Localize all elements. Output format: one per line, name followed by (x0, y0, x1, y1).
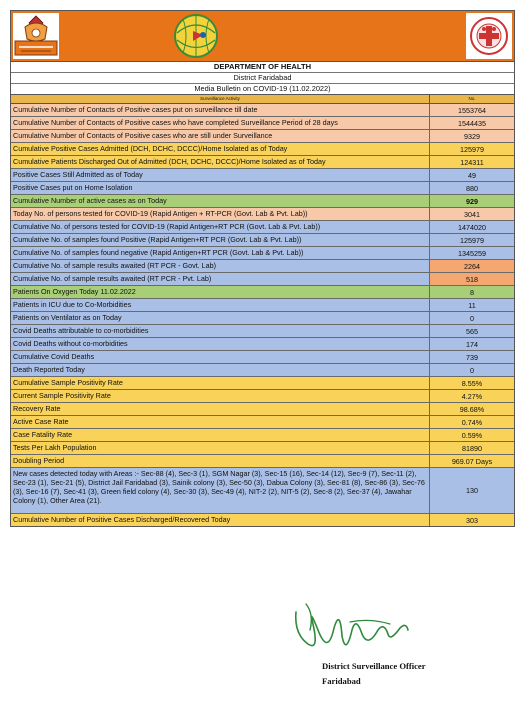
row-value: 0 (430, 364, 514, 376)
row-value: 8.55% (430, 377, 514, 389)
row-value: 1474020 (430, 221, 514, 233)
table-row (11, 130, 514, 143)
signatory-title: District Surveillance Officer (322, 661, 426, 671)
table-row (11, 260, 514, 273)
table-row (11, 143, 514, 156)
row-value: 1345259 (430, 247, 514, 259)
row-value: 2264 (430, 260, 514, 272)
row-label: Death Reported Today (11, 364, 430, 376)
row-value: 518 (430, 273, 514, 285)
row-label: Cumulative Patients Discharged Out of Admitted (DCH, DCHC, DCCC)/Home Isolated as of Today (11, 156, 430, 168)
row-value: 0 (430, 312, 514, 324)
row-value: 8 (430, 286, 514, 298)
table-row (11, 312, 514, 325)
table-row (11, 455, 514, 468)
row-value: 880 (430, 182, 514, 194)
health-dept-logo-icon (466, 13, 512, 59)
table-row (11, 273, 514, 286)
row-label: Tests Per Lakh Population (11, 442, 430, 454)
table-row (11, 117, 514, 130)
covid-logo-icon (169, 13, 223, 59)
table-row (11, 390, 514, 403)
table-row (11, 208, 514, 221)
signature-block (290, 600, 510, 700)
row-value: 0.59% (430, 429, 514, 441)
row-label: New cases detected today with Areas :- Sec-88 (4), Sec-3 (1), SGM Nagar (3), Sec-15 (16), Sec-14 (12), Sec-9 (7), Sec-11 (2), Sec-23 (1), Sec-21 (5), District Jail Faridabad (3), Sainik colony (3), Sec-50 (3), Dabua Colony (3), Sec-81 (8), Sec-86 (3), Sec-76 (3), Sec-16 (7), Sec-41 (3), Green field colony (4), Sec-30 (3), Sec-49 (4), NIT-2 (2), NIT-5 (2), Sec-8 (2), Sec-37 (4), Jawahar Colony (1), Other Area (21). (11, 468, 430, 513)
row-value: 9329 (430, 130, 514, 142)
row-value: 1544435 (430, 117, 514, 129)
table-row (11, 429, 514, 442)
row-value: 125979 (430, 234, 514, 246)
row-value: 174 (430, 338, 514, 350)
table-row (11, 286, 514, 299)
row-label: Cumulative Number of active cases as on Today (11, 195, 430, 207)
row-value: 929 (430, 195, 514, 207)
department-title: DEPARTMENT OF HEALTH (11, 62, 514, 73)
row-label: Cumulative Number of Contacts of Positive cases who are still under Surveillance (11, 130, 430, 142)
row-label: Patients On Oxygen Today 11.02.2022 (11, 286, 430, 298)
table-row (11, 403, 514, 416)
row-value: 303 (430, 514, 514, 526)
row-label: Cumulative Sample Positivity Rate (11, 377, 430, 389)
row-value: 4.27% (430, 390, 514, 402)
haryana-emblem-icon (13, 13, 59, 59)
table-row (11, 195, 514, 208)
table-row (11, 182, 514, 195)
surveillance-table (10, 104, 515, 527)
table-row (11, 442, 514, 455)
column-activity: Surveillance Activity (11, 95, 430, 103)
row-label: Cumulative Number of Positive Cases Discharged/Recovered Today (11, 514, 430, 526)
row-label: Positive Cases put on Home Isolation (11, 182, 430, 194)
table-row (11, 325, 514, 338)
table-row (11, 247, 514, 260)
row-value: 1553764 (430, 104, 514, 116)
handwritten-signature (290, 600, 510, 670)
bulletin-header (10, 62, 515, 95)
row-label: Today No. of persons tested for COVID-19 (Rapid Antigen + RT-PCR (Govt. Lab & Pvt. Lab)) (11, 208, 430, 220)
table-row (11, 364, 514, 377)
row-label: Covid Deaths attributable to co-morbidities (11, 325, 430, 337)
row-label: Cumulative Covid Deaths (11, 351, 430, 363)
table-row (11, 234, 514, 247)
table-row (11, 377, 514, 390)
row-value: 969.07 Days (430, 455, 514, 467)
row-label: Active Case Rate (11, 416, 430, 428)
table-row (11, 156, 514, 169)
row-label: Cumulative Number of Contacts of Positive cases put on surveillance till date (11, 104, 430, 116)
table-row (11, 416, 514, 429)
row-label: Patients in ICU due to Co-Morbidities (11, 299, 430, 311)
row-value: 49 (430, 169, 514, 181)
table-row (11, 221, 514, 234)
row-value: 125979 (430, 143, 514, 155)
table-row (11, 104, 514, 117)
row-label: Cumulative No. of sample results awaited (RT PCR - Govt. Lab) (11, 260, 430, 272)
table-row (11, 299, 514, 312)
row-label: Cumulative No. of samples found Positive (Rapid Antigen+RT PCR (Govt. Lab & Pvt. Lab)) (11, 234, 430, 246)
row-label: Positive Cases Still Admitted as of Today (11, 169, 430, 181)
row-label: Cumulative Positive Cases Admitted (DCH, DCHC, DCCC)/Home Isolated as of Today (11, 143, 430, 155)
table-row (11, 468, 514, 514)
row-value: 124311 (430, 156, 514, 168)
table-row (11, 169, 514, 182)
row-value: 739 (430, 351, 514, 363)
column-number: No. (468, 96, 476, 101)
table-row (11, 351, 514, 364)
signatory-place: Faridabad (322, 676, 361, 686)
row-label: Current Sample Positivity Rate (11, 390, 430, 402)
row-value: 3041 (430, 208, 514, 220)
row-label: Cumulative No. of samples found negative (Rapid Antigen+RT PCR (Govt. Lab & Pvt. Lab)) (11, 247, 430, 259)
row-value: 565 (430, 325, 514, 337)
row-label: Doubling Period (11, 455, 430, 467)
row-value: 81890 (430, 442, 514, 454)
bulletin-title: Media Bulletin on COVID-19 (11.02.2022) (194, 84, 331, 93)
row-value: 0.74% (430, 416, 514, 428)
row-label: Cumulative No. of persons tested for COVID-19 (Rapid Antigen+RT PCR (Govt. Lab & Pvt. Lab)) (11, 221, 430, 233)
table-column-header (10, 95, 515, 104)
row-label: Cumulative No. of sample results awaited (RT PCR - Pvt. Lab) (11, 273, 430, 285)
table-row (11, 514, 514, 526)
row-label: Recovery Rate (11, 403, 430, 415)
row-value: 98.68% (430, 403, 514, 415)
row-label: Cumulative Number of Contacts of Positive cases who have completed Surveillance Period of 28 days (11, 117, 430, 129)
row-label: Patients on Ventilator as on Today (11, 312, 430, 324)
row-value: 11 (430, 299, 514, 311)
header-banner (10, 10, 515, 62)
row-label: Case Fatality Rate (11, 429, 430, 441)
table-row (11, 338, 514, 351)
row-value: 130 (430, 468, 514, 513)
bulletin-sheet (10, 10, 515, 527)
district-title: District Faridabad (11, 73, 514, 84)
row-label: Covid Deaths without co-morbidities (11, 338, 430, 350)
